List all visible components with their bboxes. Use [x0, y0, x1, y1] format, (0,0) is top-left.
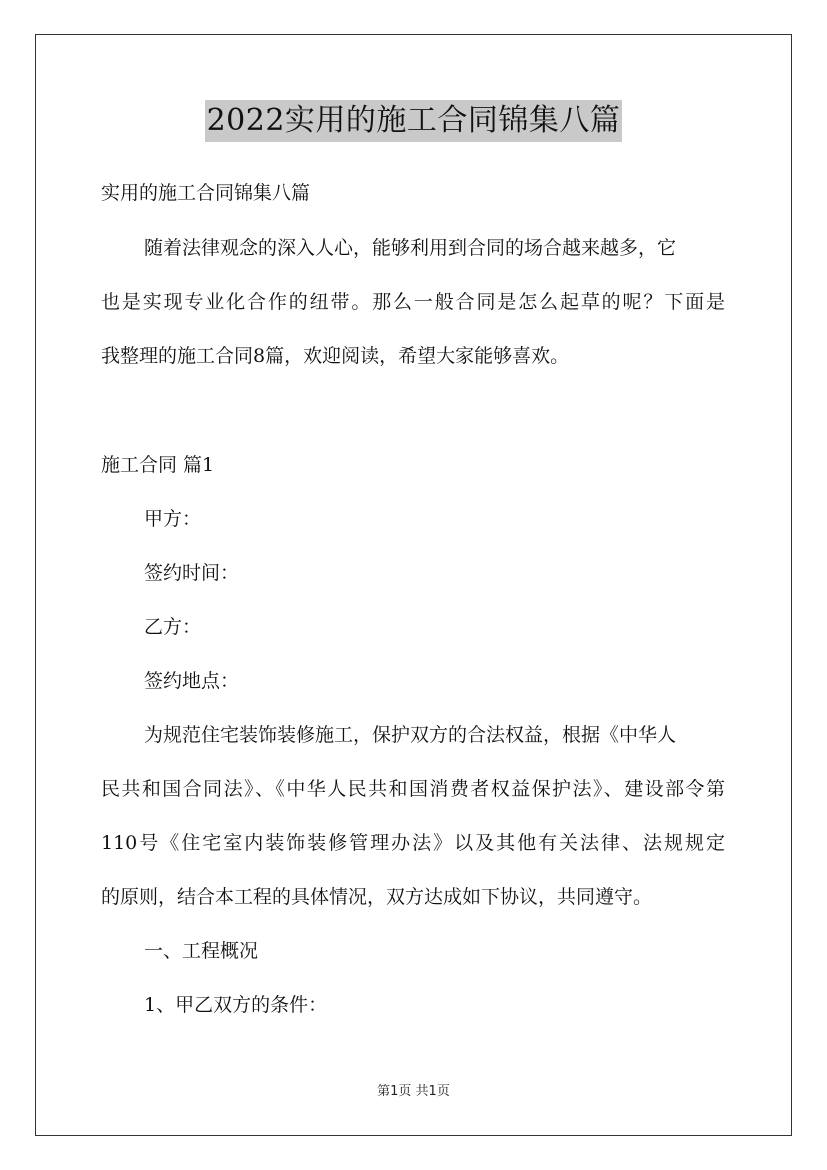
document-subtitle: 实用的施工合同锦集八篇: [101, 182, 311, 204]
page-footer: 第1页 共1页: [377, 1084, 450, 1099]
intro-line-2: 也是实现专业化合作的纽带。那么一般合同是怎么起草的呢？下面是: [101, 291, 725, 313]
intro-line-3: 我整理的施工合同8篇，欢迎阅读，希望大家能够喜欢。: [101, 345, 570, 367]
body-line-1: 为规范住宅装饰装修施工，保护双方的合法权益，根据《中华人: [144, 724, 677, 746]
body-line-4: 的原则，结合本工程的具体情况，双方达成如下协议，共同遵守。: [101, 886, 653, 908]
field-party-b: 乙方：: [144, 616, 202, 638]
clause-item: 1、甲乙双方的条件：: [144, 994, 328, 1016]
body-line-2: 民共和国合同法》、《中华人民共和国消费者权益保护法》、建设部令第: [101, 778, 725, 800]
body-line-3: 110号《住宅室内装饰装修管理办法》以及其他有关法律、法规规定: [101, 832, 725, 854]
field-party-a: 甲方：: [144, 508, 202, 530]
document-title: 2022实用的施工合同锦集八篇: [205, 100, 623, 142]
intro-line-1: 随着法律观念的深入人心，能够利用到合同的场合越来越多，它: [144, 237, 677, 259]
title-container: [0, 100, 827, 142]
section-heading: 施工合同 篇1: [101, 454, 215, 476]
field-sign-place: 签约地点：: [144, 670, 240, 692]
clause-heading: 一、工程概况: [144, 940, 259, 962]
field-sign-time: 签约时间：: [144, 562, 240, 584]
